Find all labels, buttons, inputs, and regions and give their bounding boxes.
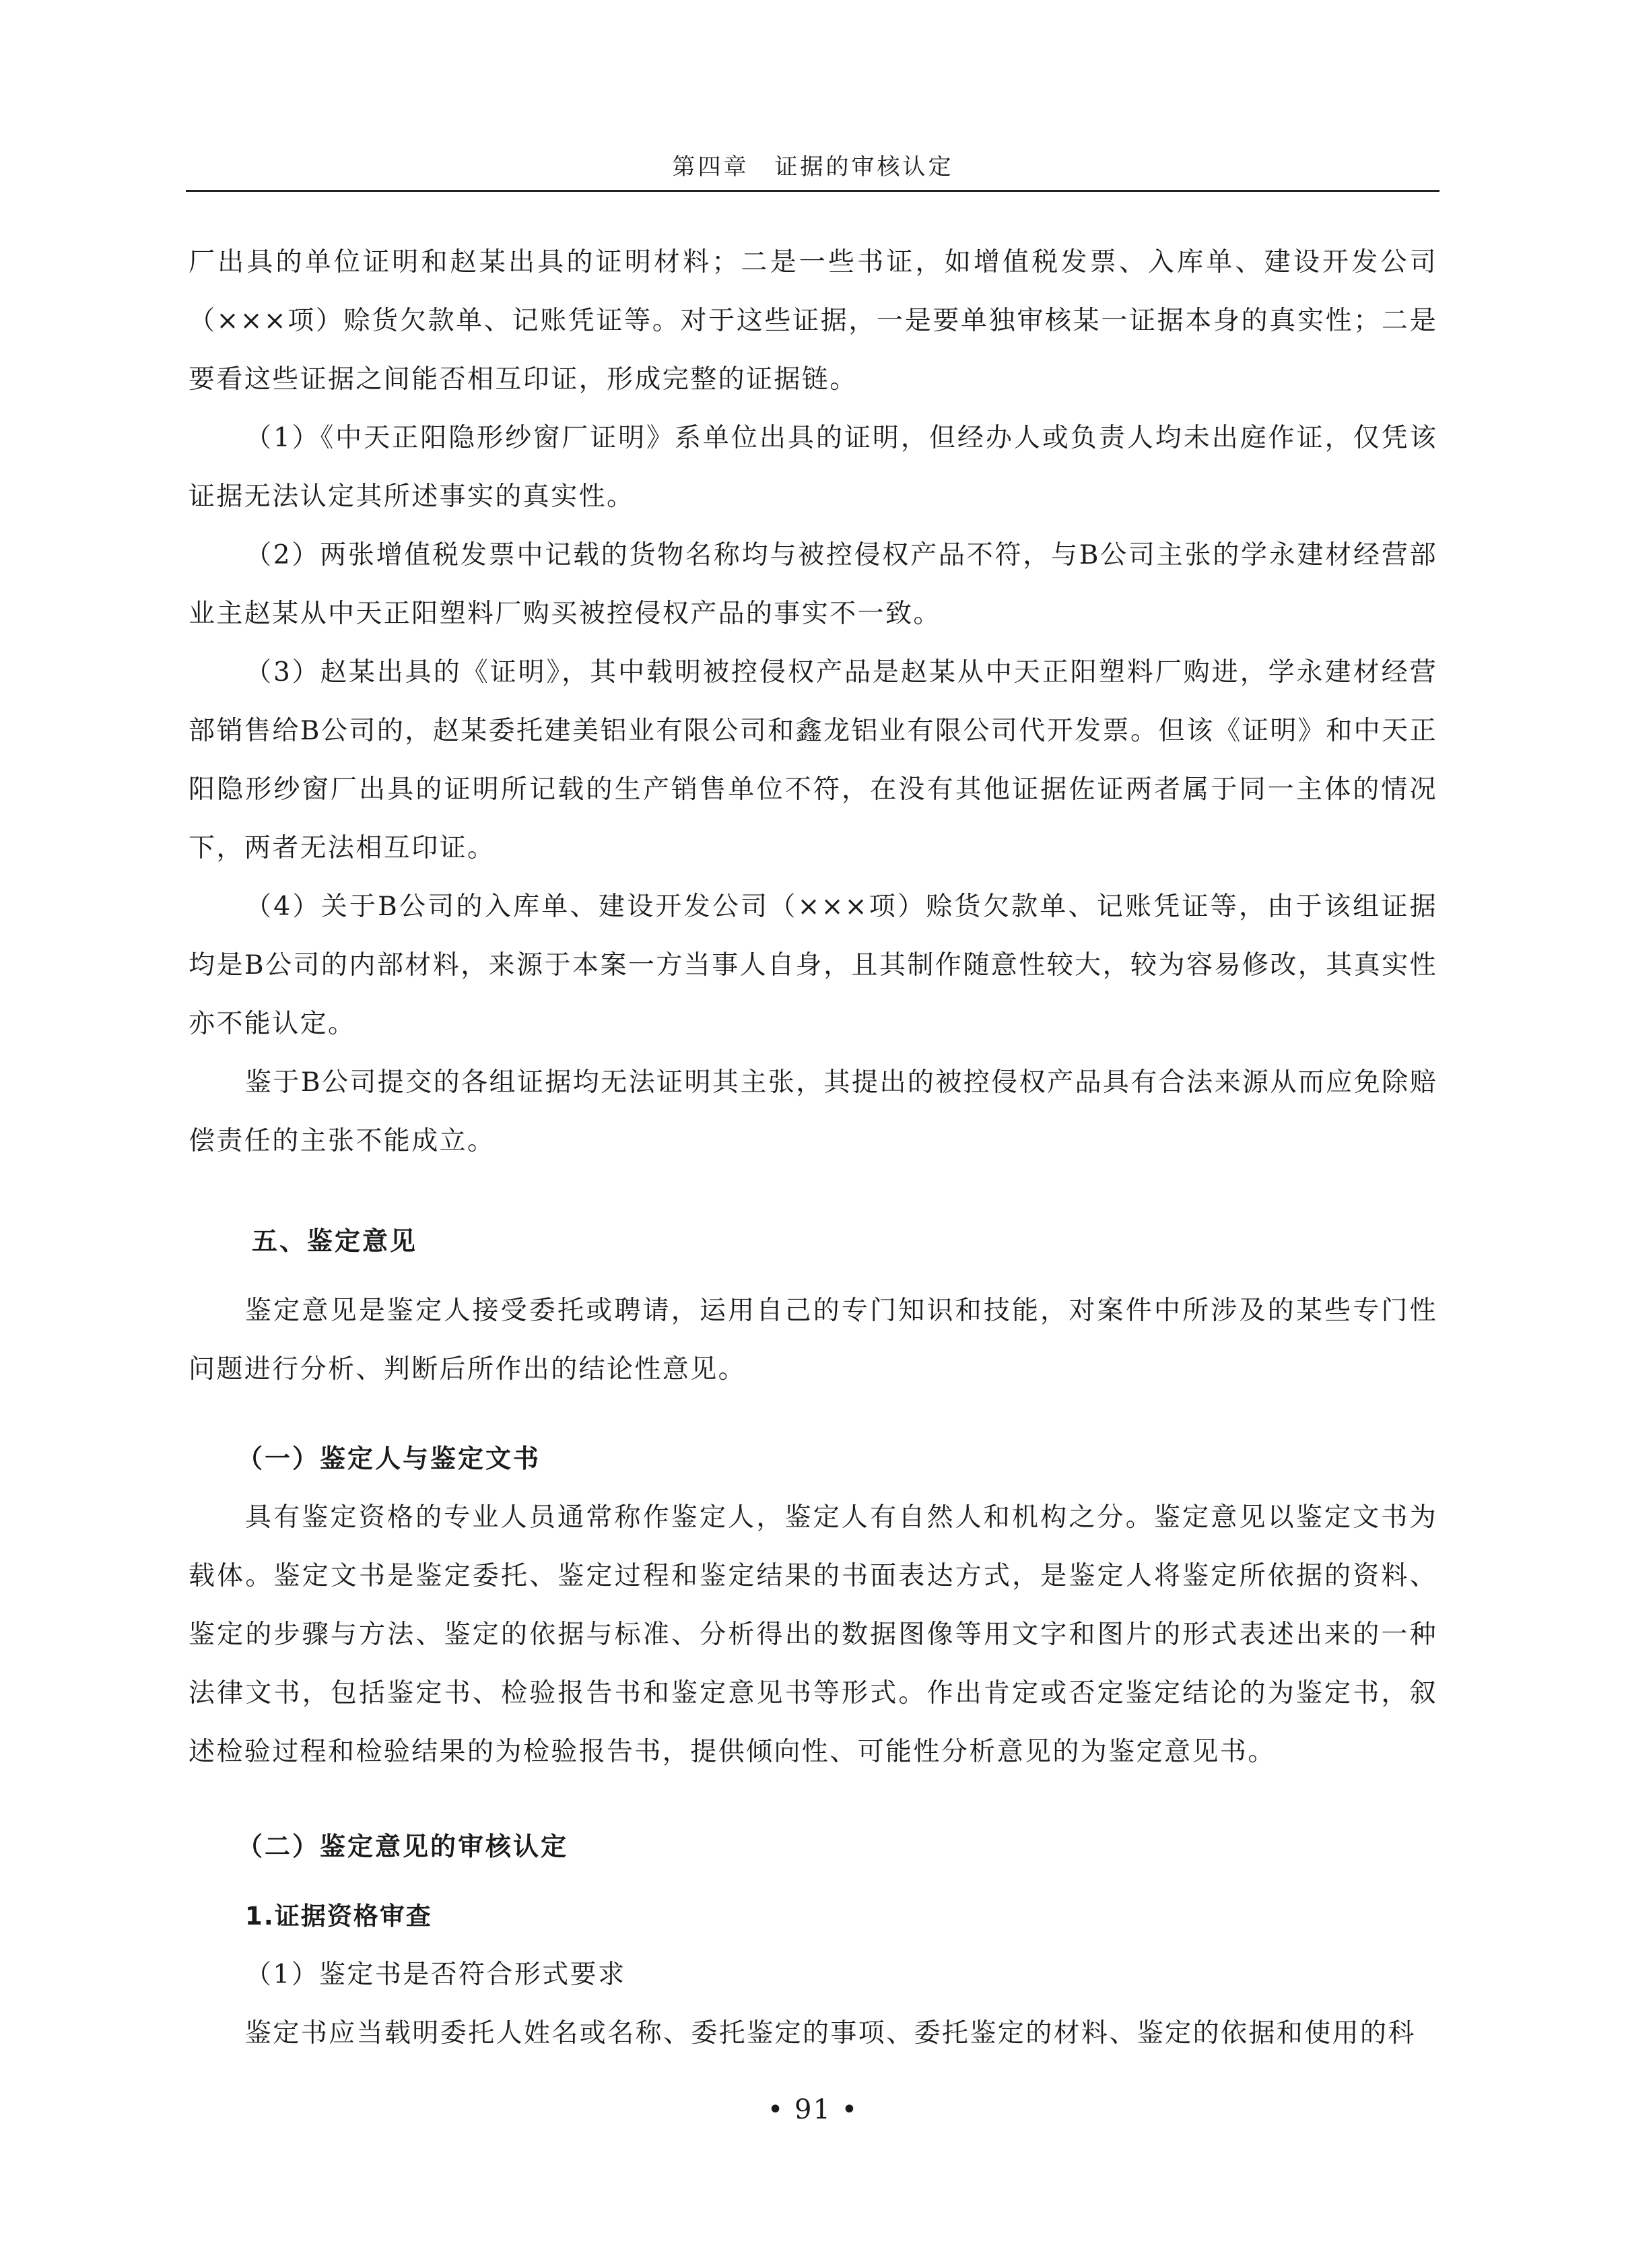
paragraph-subsection-1: 具有鉴定资格的专业人员通常称作鉴定人，鉴定人有自然人和机构之分。鉴定意见以鉴定文书为载体。鉴定文书是鉴定委托、鉴定过程和鉴定结果的书面表达方式，是鉴定人将鉴定所依据的资料、鉴定的步骤与方法、鉴定的依据与标准、分析得出的数据图像等用文字和图片的形式表述出来的一种法律文书，包括鉴定书、检验报告书和鉴定意见书等形式。作出肯定或否定鉴定结论的为鉴定书，叙述检验过程和检验结果的为检验报告书，提供倾向性、可能性分析意见的为鉴定意见书。 [189,1502,1437,1767]
paragraph-item-1: （1）《中天正阳隐形纱窗厂证明》系单位出具的证明，但经办人或负责人均未出庭作证，仅凭该证据无法认定其所述事实的真实性。 [189,423,1437,512]
subsection-heading-1: （一）鉴定人与鉴定文书 [237,1444,541,1473]
section-gap [189,1271,1437,1281]
section-gap [189,1399,1437,1430]
paragraph-last: 鉴定书应当载明委托人姓名或名称、委托鉴定的事项、委托鉴定的材料、鉴定的依据和使用的科 [245,2018,1416,2048]
paragraph-conclusion: 鉴于B公司提交的各组证据均无法证明其主张，其提出的被控侵权产品具有合法来源从而应免除赔偿责任的主张不能成立。 [189,1067,1437,1156]
header-rule [186,190,1439,192]
paragraph-item-4: （4）关于B公司的入库单、建设开发公司（×××项）赊货欠款单、记账凭证等，由于该组证据均是B公司的内部材料，来源于本案一方当事人自身，且其制作随意性较大，较为容易修改，其真实性亦不能认定。 [189,892,1437,1039]
numbered-heading-1: 1.证据资格审查 [245,1902,432,1931]
page-body [189,233,1437,2063]
section-gap [189,1876,1437,1887]
paragraph-item-2: （2）两张增值税发票中记载的货物名称均与被控侵权产品不符，与B公司主张的学永建材经营部业主赵某从中天正阳塑料厂购买被控侵权产品的事实不一致。 [189,540,1437,629]
paragraph-item-3: （3）赵某出具的《证明》，其中载明被控侵权产品是赵某从中天正阳塑料厂购进，学永建材经营部销售给B公司的，赵某委托建美铝业有限公司和鑫龙铝业有限公司代开发票。但该《证明》和中天正阳隐形纱窗厂出具的证明所记载的生产销售单位不符，在没有其他证据佐证两者属于同一主体的情况下，两者无法相互印证。 [189,657,1437,863]
section-heading: 五、鉴定意见 [252,1226,418,1256]
paragraph-intro: 厂出具的单位证明和赵某出具的证明材料；二是一些书证，如增值税发票、入库单、建设开发公司（×××项）赊货欠款单、记账凭证等。对于这些证据，一是要单独审核某一证据本身的真实性；二是要看这些证据之间能否相互印证，形成完整的证据链。 [189,247,1437,395]
section-gap [189,1781,1437,1817]
paragraph-numbered-item-1: （1）鉴定书是否符合形式要求 [245,1960,626,1990]
subsection-heading-2: （二）鉴定意见的审核认定 [237,1832,569,1861]
paragraph-definition: 鉴定意见是鉴定人接受委托或聘请，运用自己的专门知识和技能，对案件中所涉及的某些专门性问题进行分析、判断后所作出的结论性意见。 [189,1296,1437,1385]
page-number: • 91 • [767,2094,859,2125]
section-gap [189,1170,1437,1212]
running-header: 第四章 证据的审核认定 [672,154,954,180]
